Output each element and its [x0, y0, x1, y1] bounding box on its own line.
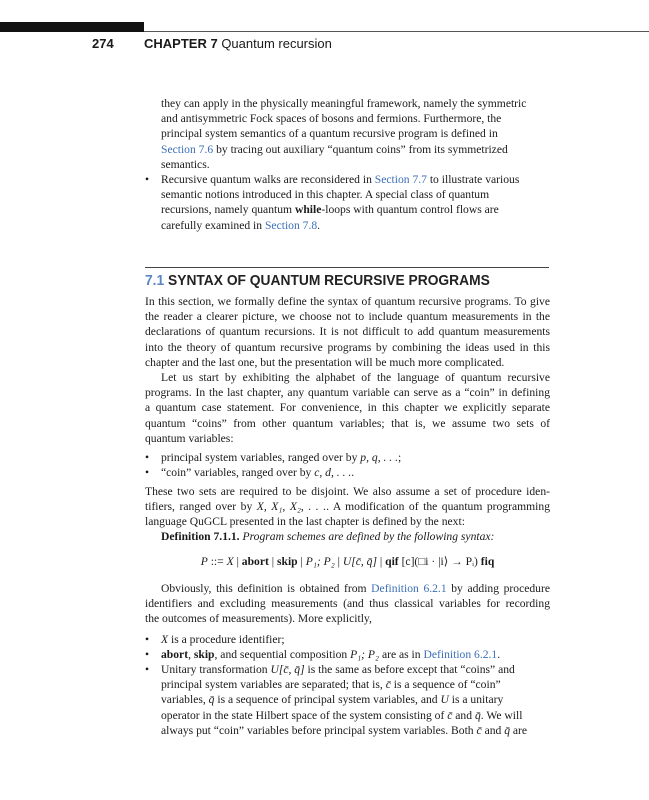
text-line: chapter and the last one, but the presentation will be much more complicated. [145, 355, 505, 369]
header-bar [0, 22, 144, 32]
text-line: Obviously, this definition is obtained from Definition 6.2.1 by adding procedure [161, 582, 550, 595]
text-line: language QuGCL presented in the last chapter is defined by the next: [145, 515, 465, 529]
chapter-label: CHAPTER 7 [144, 36, 218, 51]
text-line: semantic notions introduced in this chapter. A special class of quantum [161, 188, 490, 202]
paragraph-3 [145, 484, 550, 530]
text-line: programs. In the last chapter, any quantum variable can serve as a “coin” in defining [145, 386, 550, 400]
running-head [92, 36, 332, 54]
section-7-6-link[interactable]: Section 7.6 [161, 142, 214, 156]
bullet-icon: • [145, 648, 150, 661]
section-7-8-link[interactable]: Section 7.8 [264, 218, 318, 232]
paragraph-4 [145, 581, 550, 627]
text-line: In this section, we formally define the syntax of quantum recursive programs. To give [145, 295, 550, 308]
bullet-icon: • [145, 466, 150, 479]
text-line: into the theory of quantum recursive programs by combining the ideas used in this [145, 340, 550, 354]
list-item: Unitary transformation U[c̄, q̄] is the same as before except that “coins” and principal system variables are separated; that is, c̄ is a sequence of “coin” variables, q̄ is a sequence of principal system variables, and U is a unitary operator in the state Hilbert space of the system consisting of c̄ and q̄. We will always put “coin” variables before principal system variables. Both c̄ and q̄ are [161, 663, 528, 737]
text-line: recursions, namely quantum while-loops with quantum control flows are [161, 203, 499, 217]
section-number: 7.1 [145, 272, 165, 289]
text-line: a quantum case statement. For convenience, in this chapter we explicitly separate [145, 401, 550, 415]
text-line: Recursive quantum walks are reconsidered in Section 7.7 to illustrate various [161, 173, 520, 186]
text-line: These two sets are required to be disjoint. We also assume a set of procedure iden- [145, 485, 550, 498]
list-item: X is a procedure identifier; [161, 633, 285, 646]
text-line: principal system semantics of a quantum recursive program is defined in [161, 127, 498, 141]
bullet-icon: • [145, 633, 150, 646]
bullet-icon: • [145, 451, 150, 464]
bullet-principal-vars: principal system variables, ranged over by p, q, . . .; [161, 451, 402, 464]
text-line: Let us start by exhibiting the alphabet of the language of quantum recursive [161, 371, 550, 384]
section-heading [145, 272, 490, 289]
text-line: the reader a clearer picture, we choose not to include quantum measurements in the [145, 310, 550, 324]
paragraph-1 [145, 294, 550, 370]
definition-text: Program schemes are defined by the following syntax: [242, 530, 495, 543]
page-number: 274 [92, 36, 114, 51]
text-line: they can apply in the physically meaningful framework, namely the symmetric [161, 97, 527, 110]
header-rule [144, 31, 649, 32]
text-line: declarations of quantum recursions. It is not difficult to add quantum measurements [145, 325, 550, 339]
definition-7-1-1 [161, 529, 545, 544]
intro-bullet-2 [161, 172, 545, 233]
bullet-icon: • [145, 173, 150, 186]
definition-6-2-1-link[interactable]: Definition 6.2.1 [371, 582, 447, 595]
section-7-7-link[interactable]: Section 7.7 [374, 173, 427, 186]
text-line: quantum “coins” from other quantum variables; that is, we assume two sets of [145, 416, 550, 430]
paragraph-2 [145, 370, 550, 446]
syntax-formula: P ::= X | abort | skip | P₁; P₂ | U[c̄, q̄] | qif [c](□i · |i⟩ → Pᵢ) fiq [200, 555, 495, 568]
definition-label: Definition 7.1.1. [161, 530, 240, 543]
bullet-icon: • [145, 663, 150, 676]
text-line: tifiers, ranged over by X, X₁, X₂, . . .. A modification of the quantum programming [145, 500, 550, 514]
text-line: and antisymmetric Fock spaces of bosons and fermions. Furthermore, the [161, 112, 502, 126]
intro-bullet-1 [161, 96, 545, 172]
text-line: quantum variables: [145, 431, 234, 445]
bullet-coin-vars: “coin” variables, ranged over by c, d, . . .. [161, 466, 355, 479]
text-line: carefully examined in Section 7.8. [161, 218, 321, 232]
section-title: SYNTAX OF QUANTUM RECURSIVE PROGRAMS [168, 272, 490, 289]
text-line: identifiers and excluding measurements (and thus classical variables for recording [145, 597, 550, 611]
section-rule [145, 267, 549, 268]
definition-6-2-1-link[interactable]: Definition 6.2.1 [423, 648, 498, 661]
chapter-title: Quantum recursion [221, 36, 332, 51]
text-line: Section 7.6 by tracing out auxiliary “quantum coins” from its symmetrized [161, 142, 508, 156]
list-item: abort, skip, and sequential composition P₁; P₂ are as in Definition 6.2.1. [161, 648, 501, 661]
text-line: semantics. [161, 157, 210, 171]
text-line: the outcomes of measurements). More explicitly, [145, 612, 372, 626]
